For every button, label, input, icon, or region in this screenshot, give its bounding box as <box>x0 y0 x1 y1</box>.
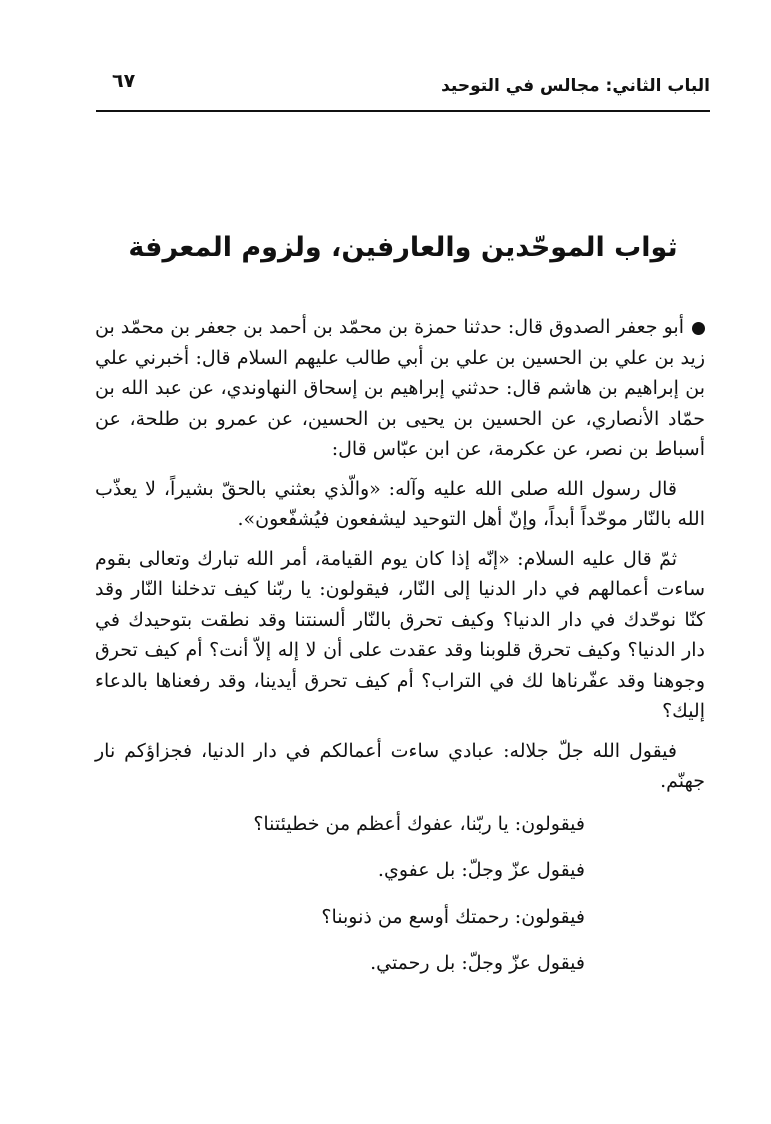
bullet-icon <box>692 322 705 335</box>
isnad-paragraph <box>95 312 705 465</box>
chapter-title: ثواب الموحّدين والعارفين، ولزوم المعرفة <box>128 232 678 263</box>
dialogue-line: فيقول عزّ وجلّ: بل رحمتي. <box>370 952 585 974</box>
divine-reply-paragraph: فيقول الله جلّ جلاله: عبادي ساءت أعمالكم في دار الدنيا، فجزاؤكم نار جهنّم. <box>95 739 705 792</box>
page-number: ٦٧ <box>112 70 136 92</box>
dialogue-line: فيقولون: يا ربّنا، عفوك أعظم من خطيئتنا؟ <box>253 812 585 835</box>
dialogue-line: فيقولون: رحمتك أوسع من ذنوبنا؟ <box>321 905 585 928</box>
dialogue-line: فيقول عزّ وجلّ: بل عفوي. <box>377 859 585 881</box>
hadith-paragraph-1: قال رسول الله صلى الله عليه وآله: «والّذي بعثني بالحقّ بشيراً، لا يعذّب الله بالنّار موحّداً أبداً، وإنّ أهل التوحيد ليشفعون فيُشفّعون». <box>95 477 705 530</box>
running-title: الباب الثاني: مجالس في التوحيد <box>441 76 710 96</box>
running-header <box>96 70 710 112</box>
isnad-text: أبو جعفر الصدوق قال: حدثنا حمزة بن محمّد بن أحمد بن جعفر بن محمّد بن زيد بن علي بن الحسين بن علي بن أبي طالب عليهم السلام قال: أخبرني علي بن إبراهيم بن هاشم قال: حدثني إبراهيم بن إسحاق النهاوندي، عن عبد الله بن حمّاد الأنصاري، عن الحسين بن يحيى بن الحسين، عن عمرو بن طلحة، عن أسباط بن نصر، عن عكرمة، عن ابن عبّاس قال: <box>95 316 705 460</box>
hadith-paragraph-2: ثمّ قال عليه السلام: «إنّه إذا كان يوم القيامة، أمر الله تبارك وتعالى بقوم ساءت أعمالهم في دار الدنيا إلى النّار، فيقولون: يا ربّنا كيف تدخلنا النّار وقد كنّا نوحّدك في دار الدنيا؟ وكيف تحرق بالنّار ألسنتنا وقد نطقت بتوحيدك في دار الدنيا؟ وكيف تحرق قلوبنا وقد عقدت على أن لا إله إلاّ أنت؟ أم كيف تحرق وجوهنا وقد عفّرناها لك في التراب؟ أم كيف تحرق أيدينا، وقد رفعناها بالدعاء إليك؟ <box>95 547 705 722</box>
body-text <box>95 312 705 979</box>
